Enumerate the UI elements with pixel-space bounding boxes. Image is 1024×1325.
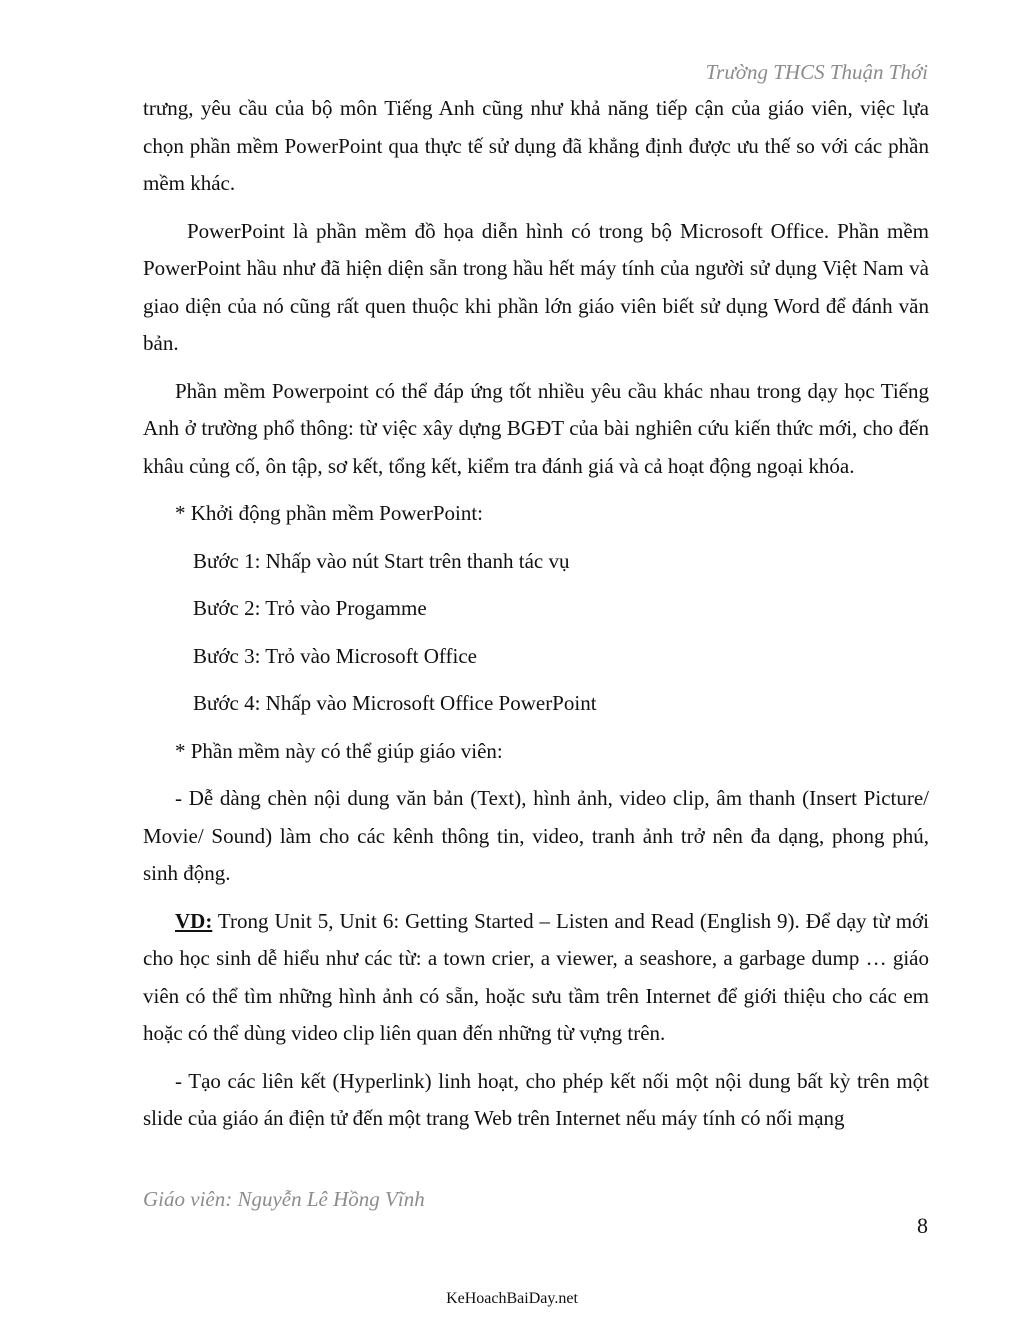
paragraph-benefit-hyperlink: - Tạo các liên kết (Hyperlink) linh hoạt, cho phép kết nối một nội dung bất kỳ trên một slide của giáo án điện tử đến một trang Web trên Internet nếu máy tính có nối mạng [143, 1068, 929, 1130]
paragraph-powerpoint-intro: PowerPoint là phần mềm đồ họa diễn hình có trong bộ Microsoft Office. Phần mềm PowerPoint hầu như đã hiện diện sẵn trong hầu hết máy tính của người sử dụng Việt Nam và giao diện của nó cũng rất quen thuộc khi phần lớn giáo viên biết sử dụng Word để đánh văn bản. [143, 218, 929, 355]
step-item-1: Bước 1: Nhấp vào nút Start trên thanh tác vụ [193, 548, 570, 573]
footer-site: KeHoachBaiDay.net [446, 1290, 578, 1307]
paragraph-example [143, 903, 929, 1053]
step-item-2: Bước 2: Trỏ vào Progamme [193, 596, 427, 620]
paragraph-powerpoint-uses: Phần mềm Powerpoint có thể đáp ứng tốt nhiều yêu cầu khác nhau trong dạy học Tiếng Anh ở trường phổ thông: từ việc xây dựng BGĐT của bài nghiên cứu kiến thức mới, cho đến khâu củng cố, ôn tập, sơ kết, tổng kết, kiểm tra đánh giá và cả hoạt động ngoại khóa. [143, 378, 929, 478]
document-body [143, 90, 929, 1148]
paragraph-continuation: trưng, yêu cầu của bộ môn Tiếng Anh cũng như khả năng tiếp cận của giáo viên, việc lựa chọn phần mềm PowerPoint qua thực tế sử dụng đã khẳng định được ưu thế so với các phần mềm khác. [143, 96, 929, 195]
step-item-4: Bước 4: Nhấp vào Microsoft Office PowerPoint [193, 691, 597, 715]
page-header-school: Trường THCS Thuận Thới [705, 60, 928, 84]
page-number: 8 [917, 1213, 928, 1238]
paragraph-benefits-heading: * Phần mềm này có thể giúp giáo viên: [175, 738, 503, 763]
step-item-3: Bước 3: Trỏ vào Microsoft Office [193, 643, 477, 668]
example-text: Trong Unit 5, Unit 6: Getting Started – Listen and Read (English 9). Để dạy từ mới cho học sinh dễ hiểu như các từ: a town crier, a viewer, a seashore, a garbage dump … giáo viên có thể tìm những hình ảnh có sẵn, hoặc sưu tầm trên Internet để giới thiệu cho các em hoặc có thể dùng video clip liên quan đến những từ vựng trên. [143, 908, 929, 1045]
footer-teacher: Giáo viên: Nguyễn Lê Hồng Vĩnh [143, 1187, 425, 1211]
paragraph-startup-heading: * Khởi động phần mềm PowerPoint: [175, 501, 484, 525]
example-label: VD: [175, 908, 213, 933]
paragraph-benefit-insert: - Dễ dàng chèn nội dung văn bản (Text), hình ảnh, video clip, âm thanh (Insert Picture/ Movie/ Sound) làm cho các kênh thông tin, video, tranh ảnh trở nên đa dạng, phong phú, sinh động. [143, 786, 929, 885]
